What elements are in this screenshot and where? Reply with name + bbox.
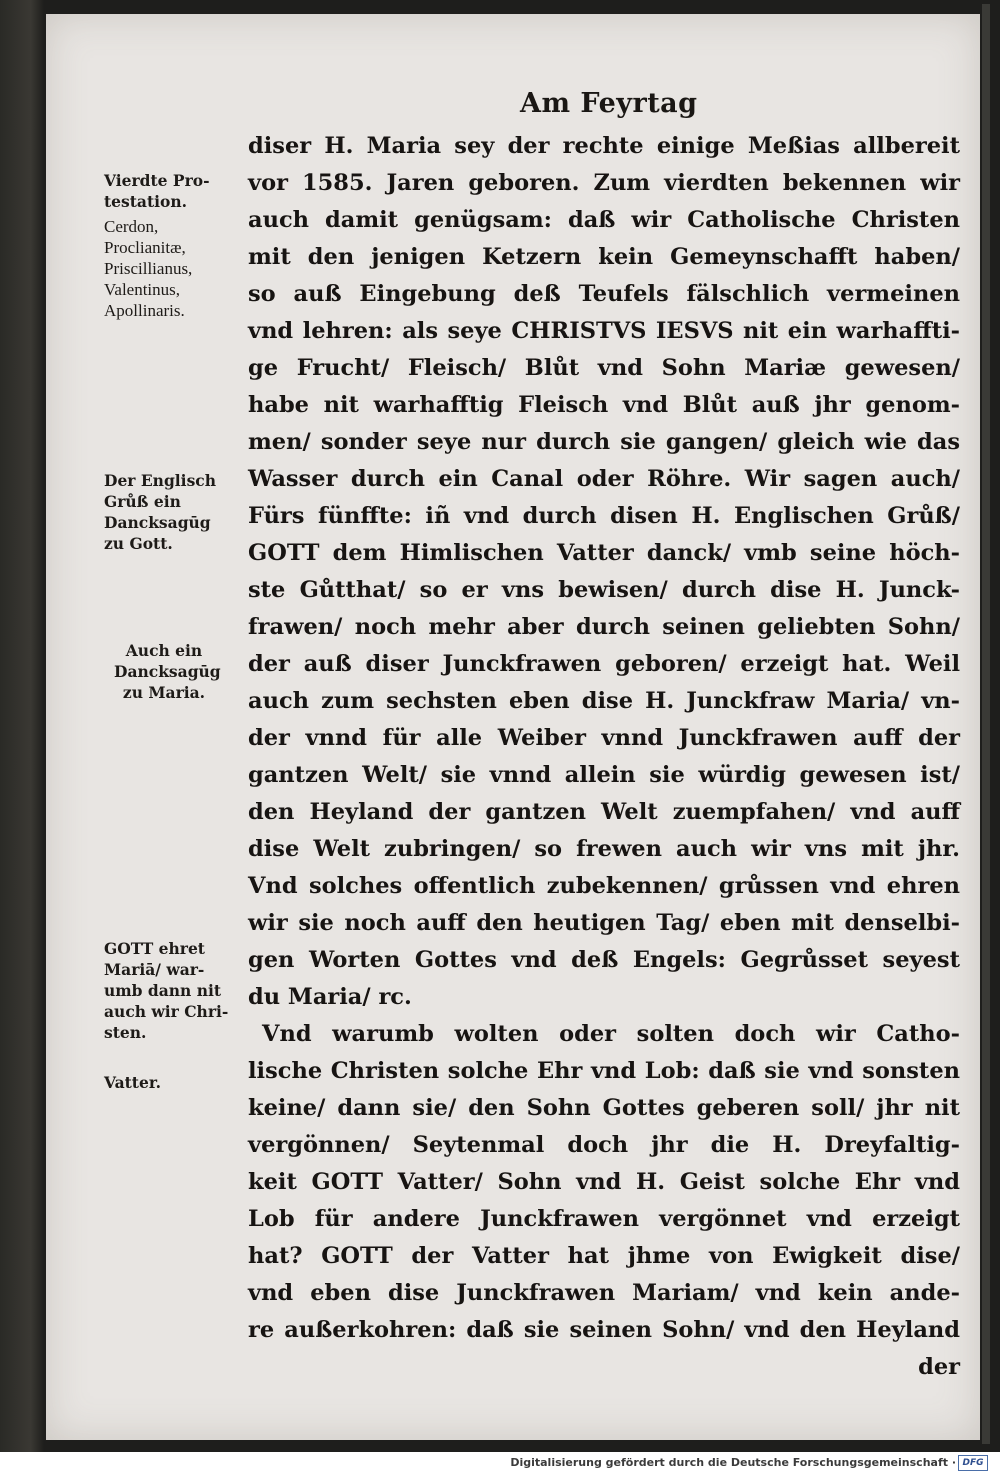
text-line: der auß diser Junckfrawen geboren/ erzeigt hat. Weil [248,651,960,677]
margin-note-protestation: Vierdte Pro- testation. [104,171,210,211]
text-line: auch damit genügsam: daß wir Catholische Christen [248,207,960,233]
text-line: den Heyland der gantzen Welt zuempfahen/ vnd auff [248,799,960,825]
text-line: der vnnd für alle Weiber vnnd Junckfrawen auff der [248,725,960,751]
dfg-logo: DFG [958,1455,988,1471]
text-line: keit GOTT Vatter/ Sohn vnd H. Geist solche Ehr vnd [248,1169,960,1195]
text-line: ste Gůtthat/ so er vns bewisen/ durch dise H. Junck- [248,577,960,603]
text-line: men/ sonder seye nur durch sie gangen/ gleich wie das [248,429,960,455]
margin-note-dancksagung-maria: Auch ein Dancksagūg zu Maria. [114,641,221,702]
text-line: Fürs fünffte: iñ vnd durch disen H. Englischen Grůß/ [248,503,960,529]
running-head: Am Feyrtag [520,88,698,119]
text-line: ge Frucht/ Fleisch/ Blůt vnd Sohn Mariæ gewesen/ [248,355,960,381]
body-text [248,128,960,1386]
text-line: vor 1585. Jaren geboren. Zum vierdten bekennen wir [248,170,960,196]
text-line: hat? GOTT der Vatter hat jhme von Ewigkeit dise/ [248,1243,960,1269]
text-line: wir sie noch auff den heutigen Tag/ eben mit denselbi- [248,910,960,936]
margin-note-heretics: Cerdon, Proclianitæ, Priscillianus, Valentinus, Apollinaris. [104,217,193,320]
margin-note-vatter: Vatter. [104,1073,161,1092]
text-line: mit den jenigen Ketzern kein Gemeynschafft haben/ [248,244,960,270]
margin-note-gott-ehret-maria: GOTT ehret Mariā/ war- umb dann nit auch wir Chri- sten. [104,939,229,1042]
text-line: diser H. Maria sey der rechte einige Meßias allbereit [248,133,960,159]
digitization-credit: Digitalisierung gefördert durch die Deutsche Forschungsgemeinschaft · [510,1456,956,1469]
text-line: so auß Eingebung deß Teufels fälschlich vermeinen [248,281,960,307]
text-line: re außerkohren: daß sie seinen Sohn/ vnd den Heyland [248,1317,960,1343]
text-line: du Maria/ rc. [248,984,412,1010]
text-line: Wasser durch ein Canal oder Röhre. Wir sagen auch/ [248,466,960,492]
text-line: frawen/ noch mehr aber durch seinen geliebten Sohn/ [248,614,960,640]
text-line: Vnd solches offentlich zubekennen/ grůssen vnd ehren [248,873,960,899]
margin-note-englisch-gruss: Der Englisch Grůß ein Dancksagūg zu Gott. [104,471,216,553]
text-line: habe nit warhafftig Fleisch vnd Blůt auß jhr genom- [248,392,960,418]
text-line: keine/ dann sie/ den Sohn Gottes geberen soll/ jhr nit [248,1095,960,1121]
text-line: lische Christen solche Ehr vnd Lob: daß sie vnd sonsten [248,1058,960,1084]
text-line: GOTT dem Himlischen Vatter danck/ vmb seine höch- [248,540,960,566]
text-line: auch zum sechsten eben dise H. Junckfraw Maria/ vn- [248,688,960,714]
book-spine-edge [982,4,990,1444]
text-line: dise Welt zubringen/ so frewen auch wir vns mit jhr. [248,836,960,862]
text-line: Lob für andere Junckfrawen vergönnet vnd erzeigt [248,1206,960,1232]
paragraph-first-line: Vnd warumb wolten oder solten doch wir Catho- [262,1021,960,1047]
adjacent-page-edge [0,0,44,1476]
text-line: vnd lehren: als seye CHRISTVS IESVS nit ein warhaffti- [248,318,960,344]
text-line: vergönnen/ Seytenmal doch jhr die H. Dreyfaltig- [248,1132,960,1158]
text-line: vnd eben dise Junckfrawen Mariam/ vnd kein ande- [248,1280,960,1306]
text-line: gen Worten Gottes vnd deß Engels: Gegrůsset seyest [248,947,960,973]
catchword: der [918,1354,960,1380]
text-line: gantzen Welt/ sie vnnd allein sie würdig gewesen ist/ [248,762,960,788]
